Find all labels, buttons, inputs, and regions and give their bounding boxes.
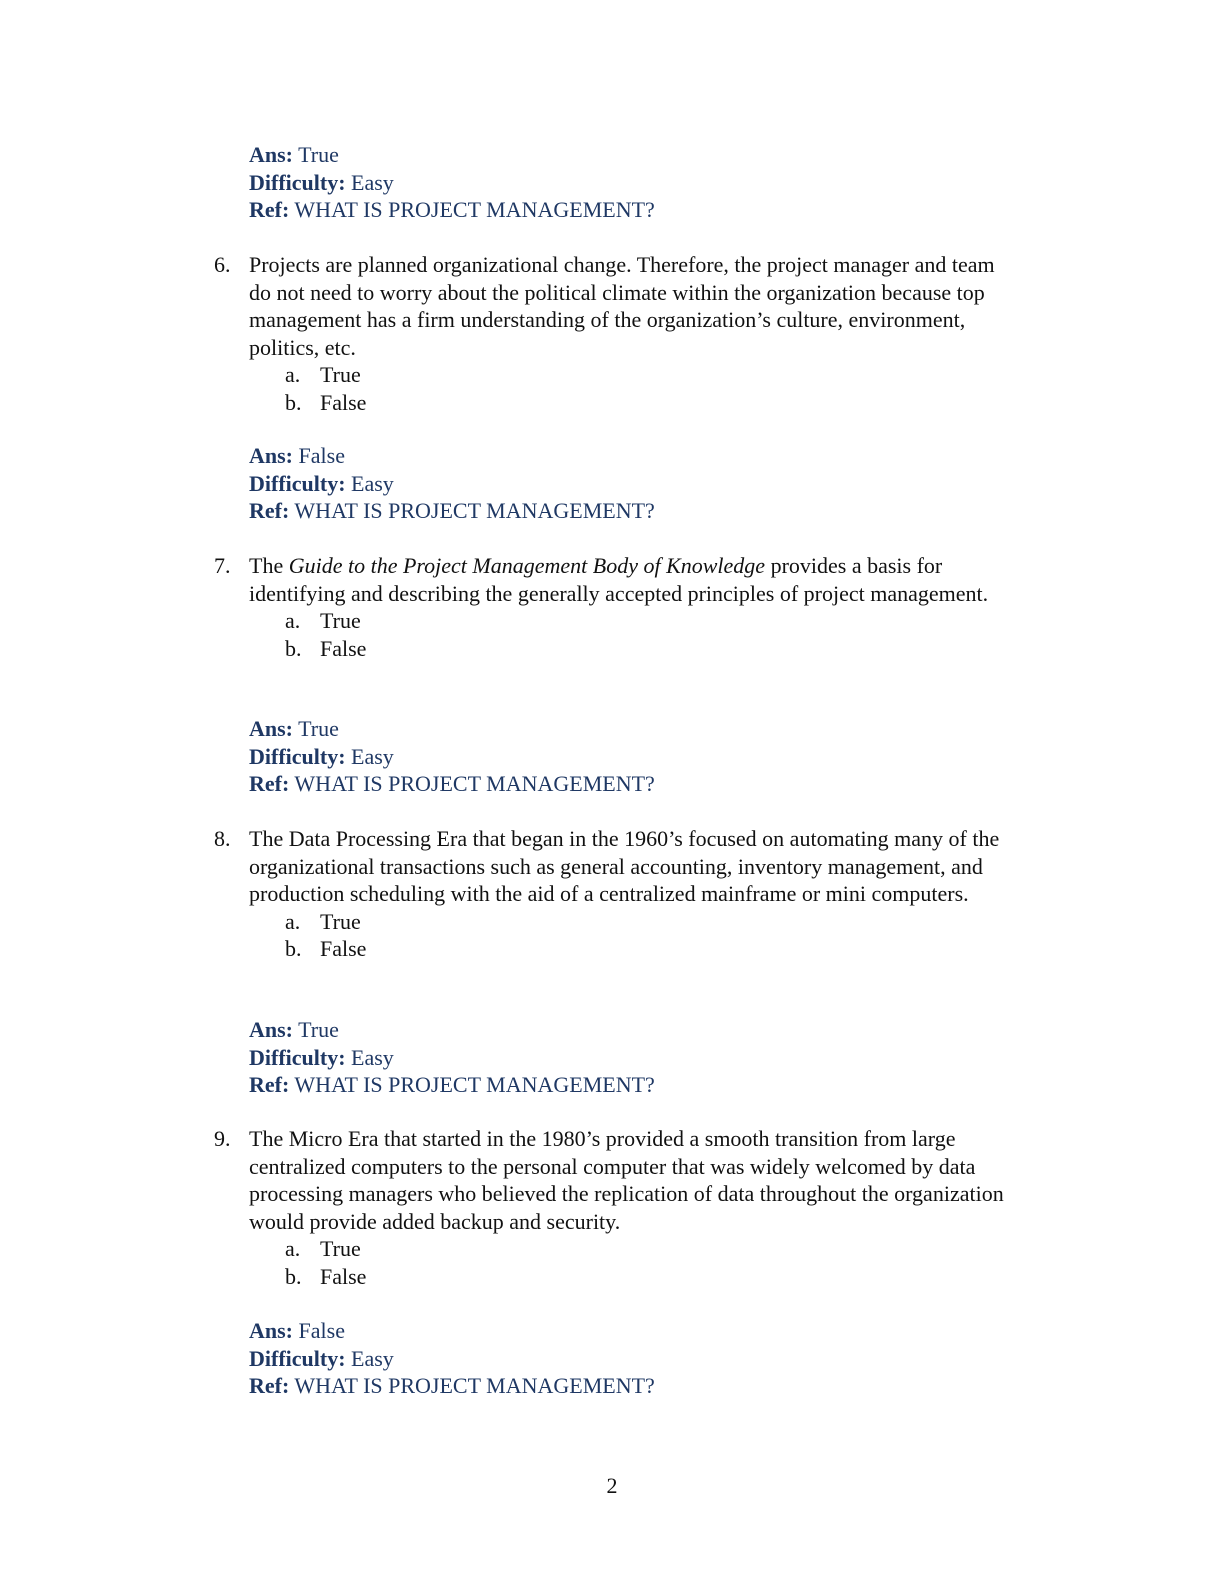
answer-label: Ans: <box>249 142 294 167</box>
question-number: 8. <box>214 826 231 851</box>
answer-line <box>249 141 655 169</box>
ref-label: Ref: <box>249 1373 290 1398</box>
difficulty-value: Easy <box>351 169 394 195</box>
difficulty-value: Easy <box>351 1044 394 1070</box>
answer-label: Ans: <box>249 716 294 741</box>
ref-label: Ref: <box>249 1072 290 1097</box>
question-8 <box>214 825 1034 963</box>
difficulty-value: Easy <box>351 743 394 769</box>
ref-line <box>249 1071 655 1099</box>
option-letter: b. <box>285 635 302 661</box>
ref-line <box>249 497 655 525</box>
answer-line <box>249 1016 655 1044</box>
answer-value: False <box>298 443 345 468</box>
answer-line <box>249 715 655 743</box>
difficulty-label: Difficulty: <box>249 470 346 496</box>
answer-block <box>249 1317 655 1400</box>
option-b <box>285 935 1034 963</box>
stem-text: provides a basis for identifying and describing the generally accepted principles of project management. <box>249 553 989 606</box>
difficulty-value: Easy <box>351 1345 394 1371</box>
option-text: False <box>320 389 367 415</box>
difficulty-value: Easy <box>351 470 394 496</box>
difficulty-line <box>249 470 655 498</box>
question-stem <box>249 552 1009 607</box>
difficulty-line <box>249 743 655 771</box>
option-text: True <box>320 1236 361 1261</box>
option-b <box>285 1263 1034 1291</box>
ref-value: WHAT IS PROJECT MANAGEMENT? <box>294 498 655 523</box>
ref-value: WHAT IS PROJECT MANAGEMENT? <box>294 771 655 796</box>
answer-value: False <box>298 1318 345 1343</box>
answer-label: Ans: <box>249 1017 294 1042</box>
question-9 <box>214 1125 1034 1290</box>
option-text: False <box>320 635 367 661</box>
difficulty-label: Difficulty: <box>249 1345 346 1371</box>
option-a <box>285 1235 1034 1263</box>
option-a <box>285 361 1034 389</box>
option-letter: a. <box>285 362 301 387</box>
ref-line <box>249 770 655 798</box>
ref-value: WHAT IS PROJECT MANAGEMENT? <box>294 1373 655 1398</box>
answer-line <box>249 442 655 470</box>
answer-label: Ans: <box>249 1318 294 1343</box>
answer-value: True <box>298 1017 339 1042</box>
option-b <box>285 635 1034 663</box>
answer-line <box>249 1317 655 1345</box>
ref-label: Ref: <box>249 771 290 796</box>
page-number: 2 <box>606 1473 618 1498</box>
answer-block <box>249 442 655 525</box>
option-b <box>285 389 1034 417</box>
option-letter: b. <box>285 936 302 961</box>
option-text: True <box>320 908 361 934</box>
answer-value: True <box>298 142 339 167</box>
question-stem: Projects are planned organizational change. Therefore, the project manager and team do not need to worry about the political climate within the organization because top management has a firm understanding of the organization’s culture, environment, politics, etc. <box>249 252 995 360</box>
question-stem: The Micro Era that started in the 1980’s provided a smooth transition from large centralized computers to the personal computer that was widely welcomed by data processing managers who believed the replication of data throughout the organization would provide added backup and security. <box>249 1126 1004 1234</box>
question-number: 9. <box>214 1126 231 1151</box>
question-6 <box>214 251 1034 416</box>
ref-label: Ref: <box>249 498 290 523</box>
ref-value: WHAT IS PROJECT MANAGEMENT? <box>294 1072 655 1097</box>
answer-label: Ans: <box>249 443 294 468</box>
difficulty-line <box>249 1044 655 1072</box>
stem-italic-title: Guide to the Project Management Body of Knowledge <box>288 553 766 578</box>
option-text: False <box>320 1263 367 1289</box>
option-text: True <box>320 608 361 633</box>
option-a <box>285 908 1034 936</box>
option-letter: b. <box>285 389 302 415</box>
answer-block <box>249 715 655 798</box>
difficulty-line <box>249 169 655 197</box>
option-text: True <box>320 362 361 387</box>
ref-line <box>249 1372 655 1400</box>
answer-block <box>249 141 655 224</box>
difficulty-label: Difficulty: <box>249 743 346 769</box>
question-number: 6. <box>214 252 231 277</box>
difficulty-line <box>249 1345 655 1373</box>
option-letter: a. <box>285 908 301 934</box>
option-letter: b. <box>285 1263 302 1289</box>
option-text: False <box>320 936 367 961</box>
question-7 <box>214 552 1034 662</box>
option-letter: a. <box>285 1236 301 1261</box>
question-number: 7. <box>214 553 231 578</box>
stem-text: The <box>249 553 289 578</box>
question-stem: The Data Processing Era that began in the 1960’s focused on automating many of the organizational transactions such as general accounting, inventory management, and production scheduling with the aid of a centralized mainframe or mini computers. <box>249 826 1000 906</box>
option-letter: a. <box>285 608 301 633</box>
answer-value: True <box>298 716 339 741</box>
difficulty-label: Difficulty: <box>249 1044 346 1070</box>
ref-value: WHAT IS PROJECT MANAGEMENT? <box>294 197 655 222</box>
option-a <box>285 607 1034 635</box>
ref-line <box>249 196 655 224</box>
answer-block <box>249 1016 655 1099</box>
difficulty-label: Difficulty: <box>249 169 346 195</box>
ref-label: Ref: <box>249 197 290 222</box>
